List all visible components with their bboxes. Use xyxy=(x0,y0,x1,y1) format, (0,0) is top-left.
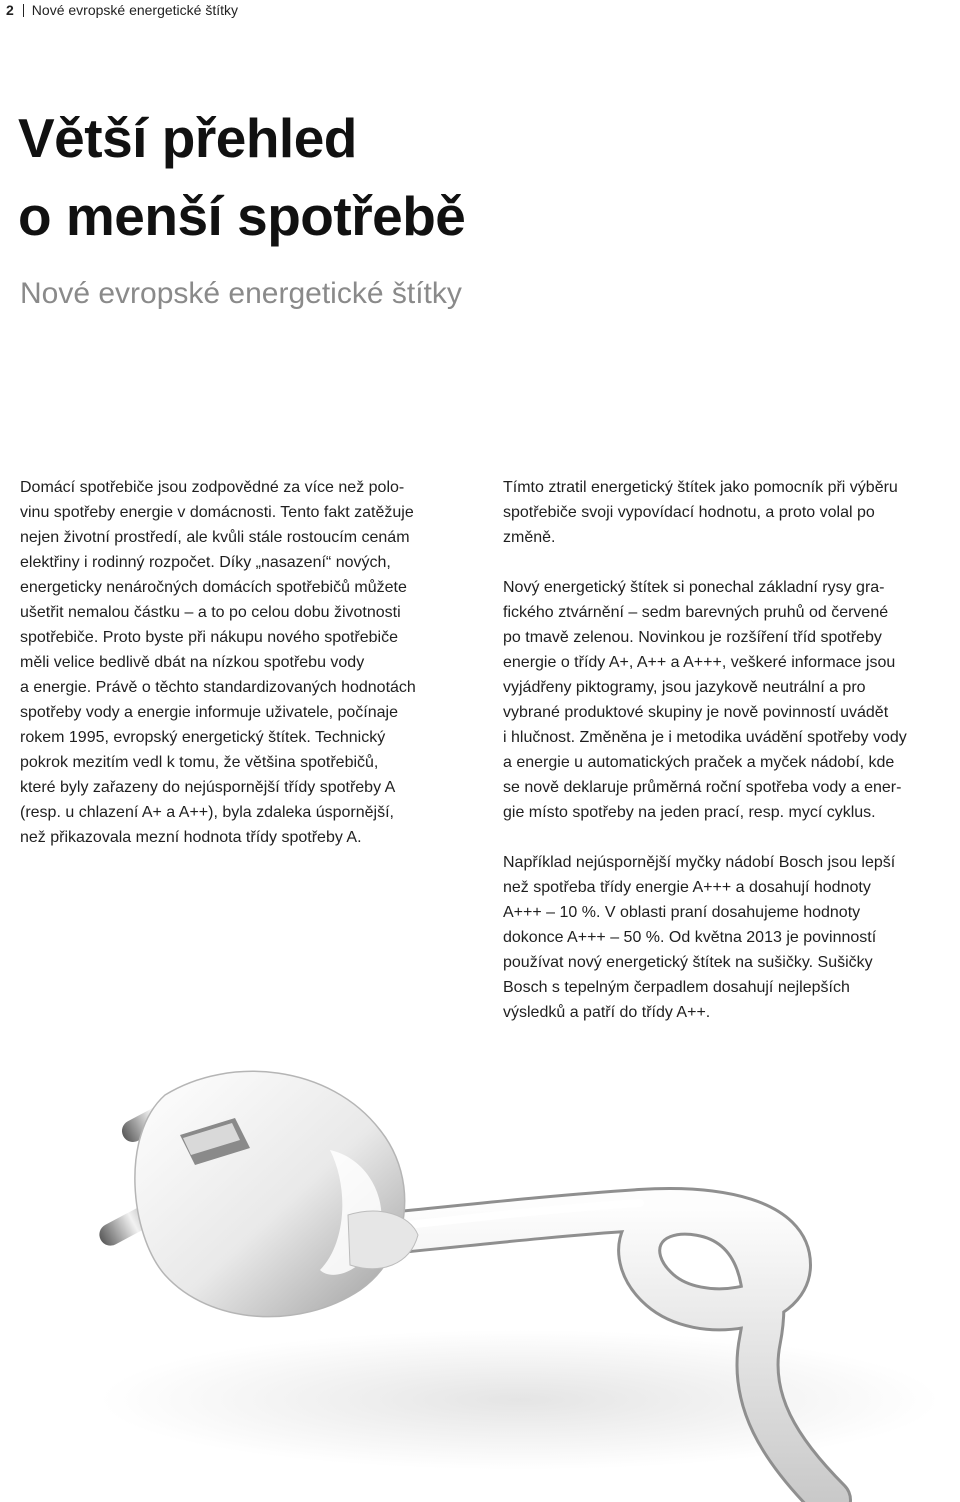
text-line: měli velice bedlivě dbát na nízkou spotřebu vody xyxy=(20,654,365,671)
plug-photo xyxy=(0,1040,960,1502)
text-line: Například nejúspornější myčky nádobí Bosch jsou lepší xyxy=(503,854,896,871)
cable-shadow xyxy=(100,1330,940,1470)
text-line: pokrok mezitím vedl k tomu, že většina spotřebičů, xyxy=(20,754,379,771)
text-line: A+++ – 10 %. V oblasti praní dosahujeme hodnoty xyxy=(503,904,861,921)
text-line: vinu spotřeby energie v domácnosti. Tento fakt zatěžuje xyxy=(20,504,414,521)
header-divider xyxy=(23,4,24,17)
text-line: dokonce A+++ – 50 %. Od května 2013 je povinností xyxy=(503,929,877,946)
left-text-column xyxy=(20,475,470,875)
text-line: ušetřit nemalou částku – a to po celou dobu životnosti xyxy=(20,604,401,621)
right-paragraph-2 xyxy=(503,575,960,825)
right-text-column xyxy=(503,475,960,1050)
text-line: výsledků a patří do třídy A++. xyxy=(503,1004,711,1021)
right-paragraph-1 xyxy=(503,475,960,550)
text-line: energie o třídy A+, A++ a A+++, veškeré informace jsou xyxy=(503,654,896,671)
text-line: vybrané produktové skupiny je nově povinností uvádět xyxy=(503,704,889,721)
page-title xyxy=(18,99,465,255)
text-line: než spotřeba třídy energie A+++ a dosahují hodnoty xyxy=(503,879,871,896)
text-line: spotřeby vody a energie informuje uživatele, počínaje xyxy=(20,704,398,721)
text-line: energeticky nenáročných domácích spotřebičů můžete xyxy=(20,579,407,596)
text-line: (resp. u chlazení A+ a A++), byla zdaleka úspornější, xyxy=(20,804,394,821)
text-line: fického ztvárnění – sedm barevných pruhů od červené xyxy=(503,604,889,621)
text-line: spotřebiče. Proto byste při nákupu nového spotřebiče xyxy=(20,629,399,646)
text-line: které byly zařazeny do nejúspornější třídy spotřeby A xyxy=(20,779,396,796)
page-number: 2 xyxy=(6,2,14,18)
page-subtitle: Nové evropské energetické štítky xyxy=(20,277,462,310)
text-line: i hlučnost. Změněna je i metodika uvádění spotřeby vody xyxy=(503,729,907,746)
running-header xyxy=(6,2,238,18)
page-title-line-1: Větší přehled xyxy=(18,107,357,169)
text-line: než přikazovala mezní hodnota třídy spotřeby A. xyxy=(20,829,362,846)
header-section-title: Nové evropské energetické štítky xyxy=(31,2,239,18)
text-line: se nově deklaruje průměrná roční spotřeba vody a ener- xyxy=(503,779,902,796)
text-line: rokem 1995, evropský energetický štítek. Technický xyxy=(20,729,386,746)
text-line: elektřiny i rodinný rozpočet. Díky „nasazení“ nových, xyxy=(20,554,391,571)
right-paragraph-3 xyxy=(503,850,960,1025)
text-line: a energie u automatických praček a myček nádobí, kde xyxy=(503,754,895,771)
text-line: používat nový energetický štítek na sušičky. Sušičky xyxy=(503,954,873,971)
text-line: Tímto ztratil energetický štítek jako pomocník při výběru xyxy=(503,479,898,496)
page-title-line-2: o menší spotřebě xyxy=(18,185,466,247)
text-line: změně. xyxy=(503,529,556,546)
text-line: Bosch s tepelným čerpadlem dosahují nejlepších xyxy=(503,979,850,996)
left-paragraph-1 xyxy=(20,475,470,850)
text-line: gie místo spotřeby na jeden prací, resp. mycí cyklus. xyxy=(503,804,876,821)
text-line: spotřebiče svoji vypovídací hodnotu, a proto volal po xyxy=(503,504,875,521)
text-line: vyjádřeny piktogramy, jsou jazykově neutrální a pro xyxy=(503,679,866,696)
text-line: nejen životní prostředí, ale kvůli stále rostoucím cenám xyxy=(20,529,410,546)
text-line: po tmavě zelenou. Novinkou je rozšíření tříd spotřeby xyxy=(503,629,882,646)
text-line: Nový energetický štítek si ponechal základní rysy gra- xyxy=(503,579,885,596)
text-line: Domácí spotřebiče jsou zodpovědné za více než polo- xyxy=(20,479,405,496)
plug-body xyxy=(135,1071,418,1316)
text-line: a energie. Právě o těchto standardizovaných hodnotách xyxy=(20,679,416,696)
